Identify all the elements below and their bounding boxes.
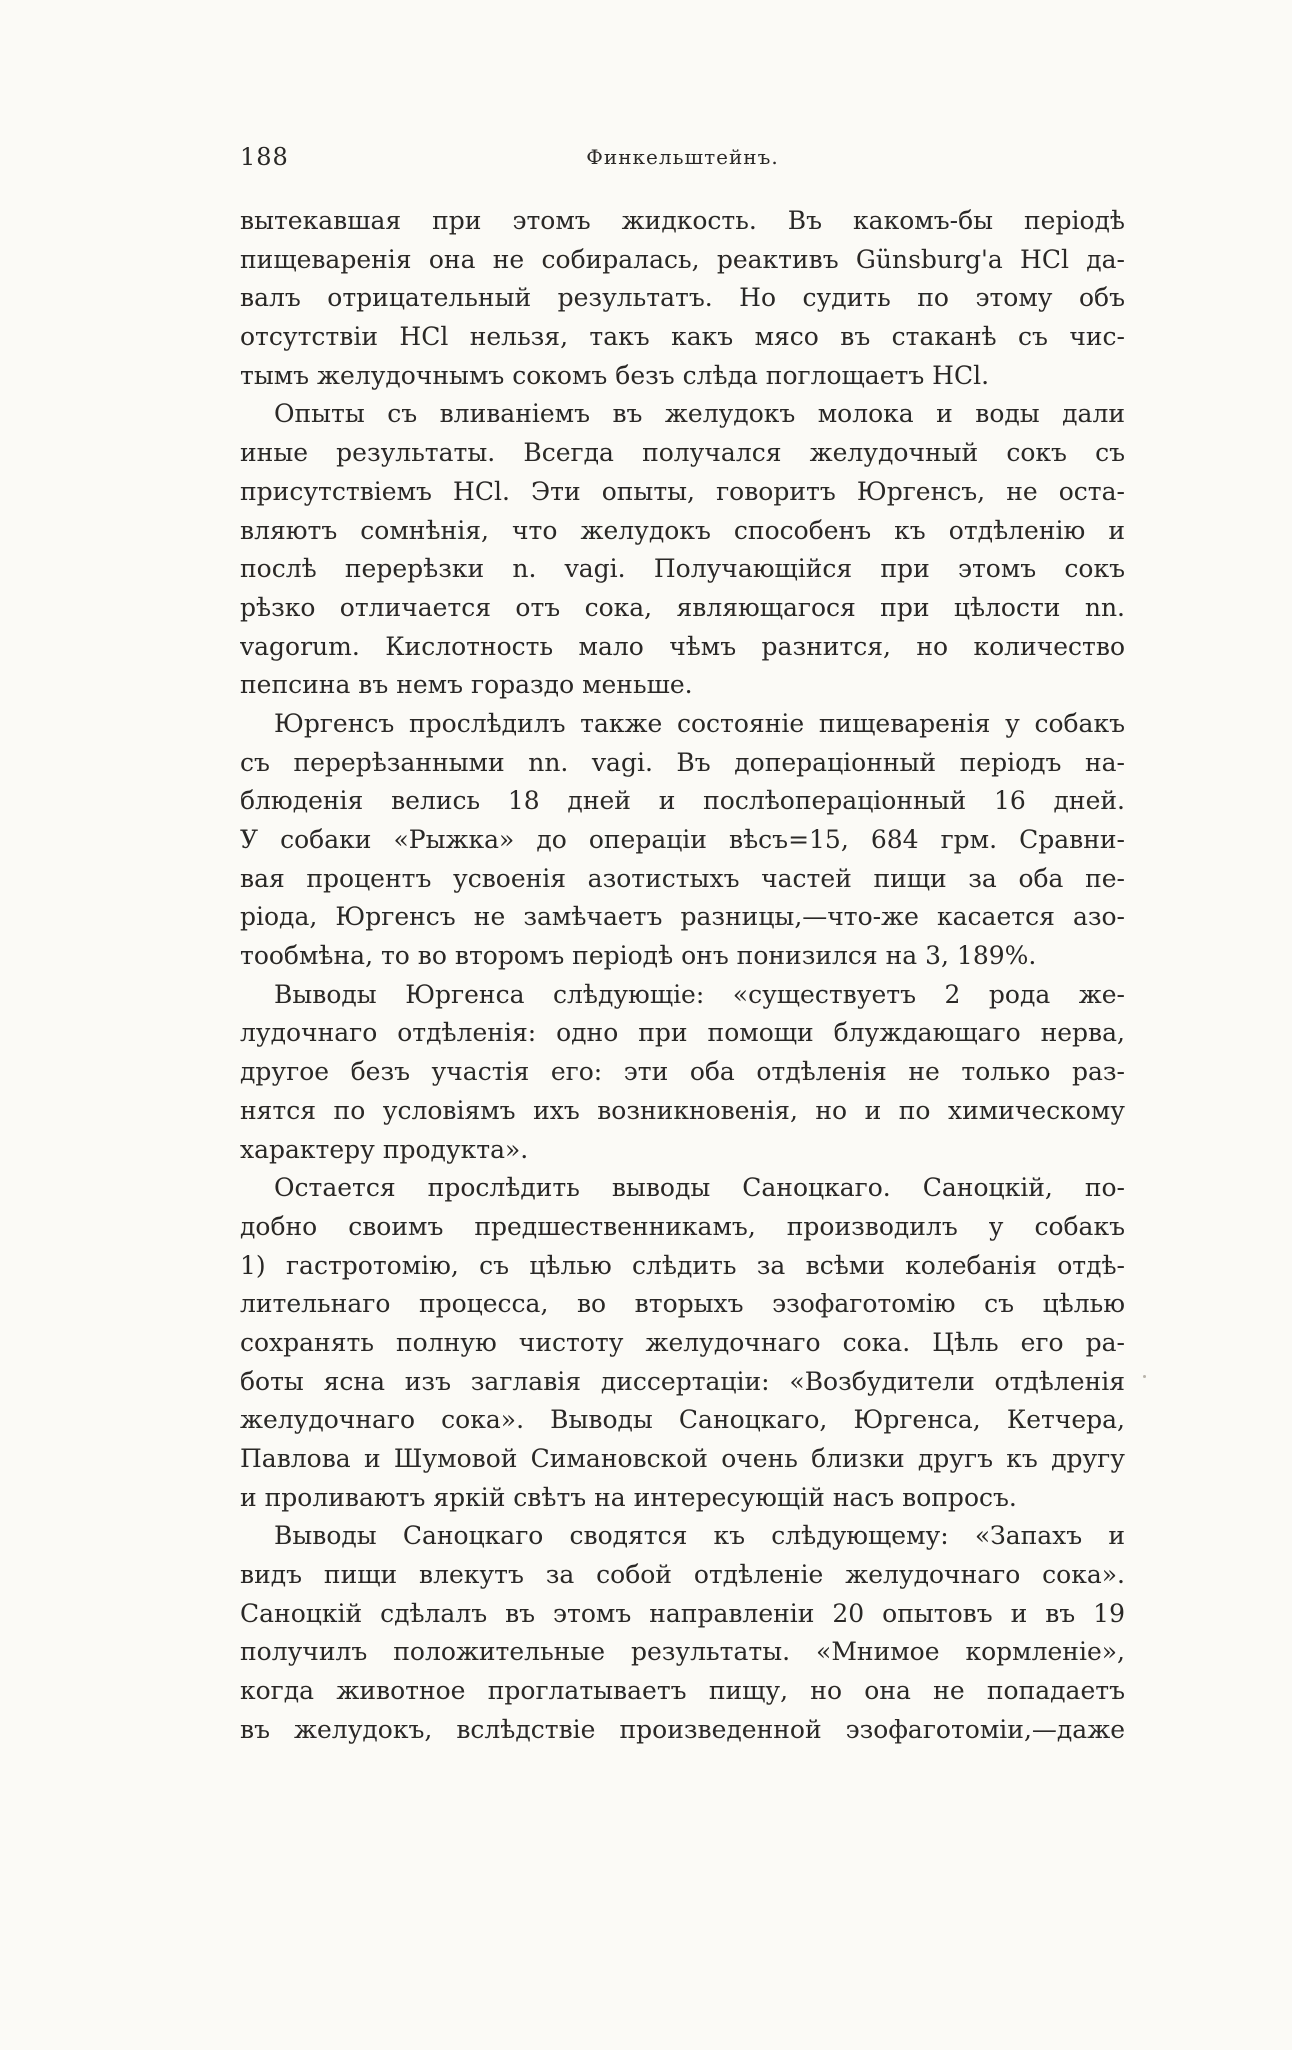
body-text [240,202,1125,1750]
text-line: пищеваренія она не собиралась, реактивъ Günsburg'а HCl да- [240,244,1125,274]
text-line: рѣзко отличается отъ сока, являющагося при цѣлости nn. [240,592,1125,622]
text-line: вая процентъ усвоенія азотистыхъ частей пищи за оба пе- [240,863,1125,893]
text-line: тообмѣна, то во второмъ періодѣ онъ понизился на 3, 189%. [240,941,1037,971]
text-line: валъ отрицательный результатъ. Но судить по этому объ [240,283,1125,313]
text-line: Павлова и Шумовой Симановской очень близки другъ къ другу [240,1444,1125,1473]
text-line: вляютъ сомнѣнія, что желудокъ способенъ къ отдѣленію и [240,515,1125,545]
text-line: съ перерѣзанными nn. vagi. Въ доперацiонный періодъ на- [240,747,1125,777]
text-line: получилъ положительные результаты. «Мнимое кормленіе», [240,1637,1125,1667]
paragraph-start-line: Остается прослѣдить выводы Саноцкаго. Саноцкій, по- [274,1173,1125,1203]
text-line: послѣ перерѣзки n. vagi. Получающійся при этомъ сокъ [240,554,1125,584]
text-line: вытекавшая при этомъ жидкость. Въ какомъ-бы періодѣ [240,206,1125,235]
margin-speck [1143,1375,1146,1378]
text-line: 1) гастротомію, съ цѣлью слѣдить за всѣми колебанія отдѣ- [240,1250,1125,1280]
text-line: сохранять полную чистоту желудочнаго сока. Цѣль его ра- [240,1327,1125,1357]
text-line: характеру продукта». [240,1134,529,1164]
text-line: тымъ желудочнымъ сокомъ безъ слѣда поглощаетъ HCl. [240,360,990,390]
text-line: нятся по условіямъ ихъ возникновенія, но и по химическому [240,1095,1125,1125]
text-line: когда животное проглатываетъ пищу, но она не попадаетъ [240,1676,1125,1706]
text-line: другое безъ участія его: эти оба отдѣленія не только раз- [240,1057,1125,1087]
text-line: блюденія велись 18 дней и послѣоперацiонный 16 дней. [240,786,1125,816]
text-line: У собаки «Рыжка» до операціи вѣсъ=15, 684 грм. Сравни- [240,825,1125,854]
text-line: иные результаты. Всегда получался желудочный сокъ съ [240,438,1125,468]
running-title: Финкельштейнъ. [586,145,779,169]
text-line: въ желудокъ, вслѣдствіе произведенной эзофаготоміи,—даже [240,1714,1125,1744]
text-line: лительнаго процесса, во вторыхъ эзофаготомію съ цѣлью [240,1289,1125,1319]
text-line: видъ пищи влекутъ за собой отдѣленіе желудочнаго сока». [240,1560,1125,1590]
text-line: Саноцкій сдѣлалъ въ этомъ направленіи 20 опытовъ и въ 19 [240,1598,1125,1628]
text-line: отсутствіи HCl нельзя, такъ какъ мясо въ стаканѣ съ чис- [240,322,1125,352]
text-line: vagorum. Кислотность мало чѣмъ разнится, но количество [240,631,1125,661]
page-number: 188 [240,143,289,171]
text-line: и проливаютъ яркій свѣтъ на интересующій насъ вопросъ. [240,1482,1017,1512]
text-line: желудочнаго сока». Выводы Саноцкаго, Юргенса, Кетчера, [240,1405,1125,1435]
text-line: добно своимъ предшественникамъ, производилъ у собакъ [240,1211,1125,1241]
paragraph-start-line: Выводы Саноцкаго сводятся къ слѣдующему: «Запахъ и [274,1521,1125,1551]
paragraph-start-line: Юргенсъ прослѣдилъ также состояніе пищеваренія у собакъ [274,708,1125,738]
text-line: лудочнаго отдѣленія: одно при помощи блуждающаго нерва, [240,1018,1125,1048]
text-line: пепсина въ немъ гораздо меньше. [240,670,693,700]
text-line: присутствіемъ HCl. Эти опыты, говоритъ Юргенсъ, не оста- [240,476,1125,506]
text-line: ріода, Юргенсъ не замѣчаетъ разницы,—что-же касается азо- [240,902,1125,932]
page-header [240,143,1125,177]
text-line: боты ясна изъ заглавія диссертаціи: «Возбудители отдѣленія [240,1366,1125,1396]
paragraph-start-line: Опыты съ вливаніемъ въ желудокъ молока и воды дали [274,399,1125,429]
paragraph-start-line: Выводы Юргенса слѣдующіе: «существуетъ 2 рода же- [274,979,1125,1009]
